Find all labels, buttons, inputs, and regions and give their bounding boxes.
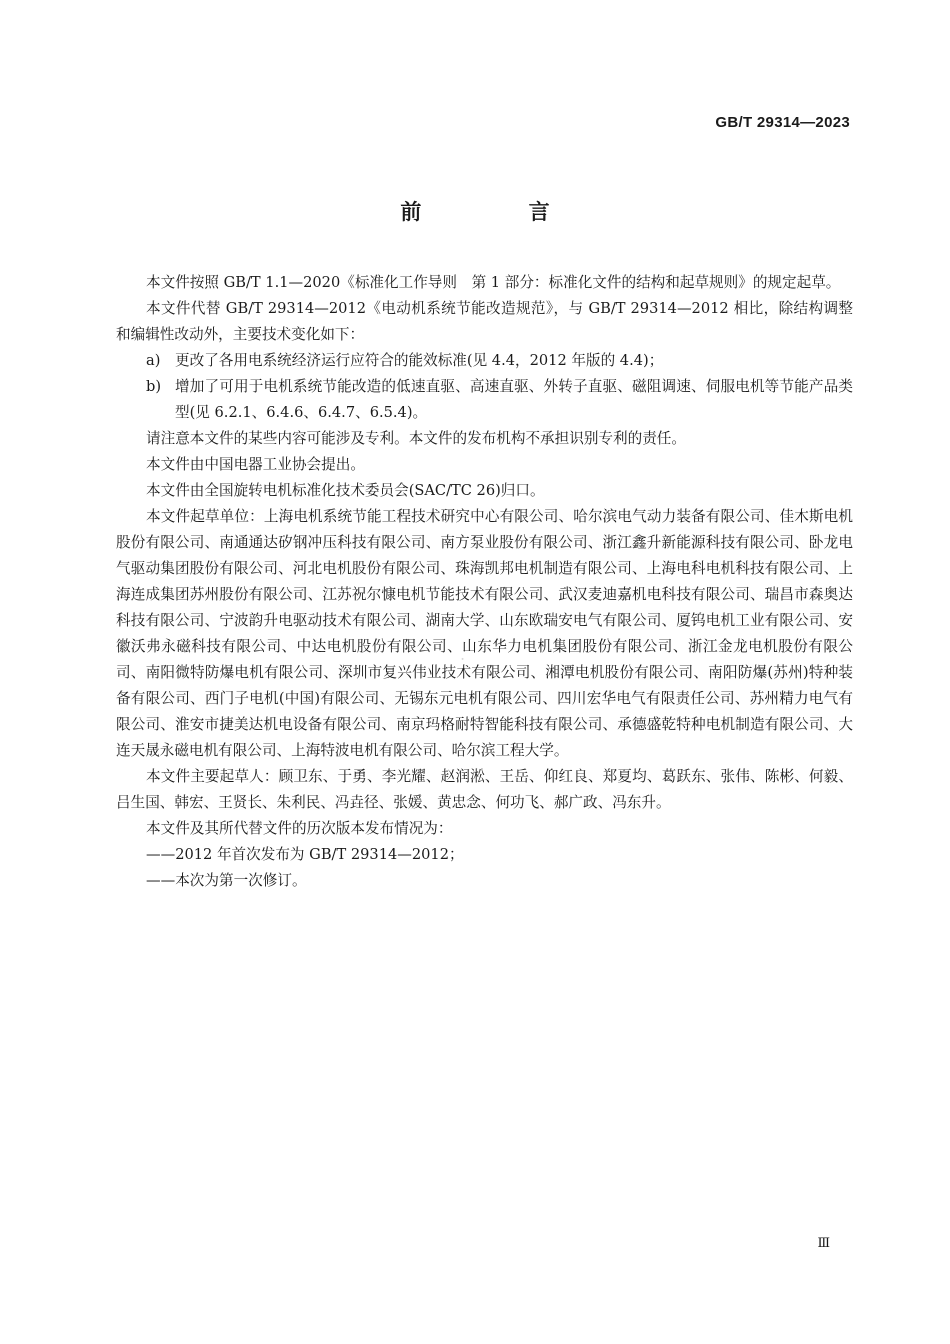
paragraph-history: 本文件及其所代替文件的历次版本发布情况为： [146, 820, 453, 837]
list-text-b: 增加了可用于电机系统节能改造的低速直驱、高速直驱、外转子直驱、磁阻调速、伺服电机等节能产品类型(见 6.2.1、6.4.6、6.4.7、6.5.4)。 [175, 378, 853, 421]
paragraph-replacement: 本文件代替 GB/T 29314—2012《电动机系统节能改造规范》，与 GB/T 29314—2012 相比，除结构调整和编辑性改动外，主要技术变化如下： [116, 300, 853, 343]
list-item-b [116, 374, 853, 426]
page-number: Ⅲ [817, 1236, 830, 1251]
page-title: 前 言 [400, 200, 600, 224]
list-marker-a: a) [146, 352, 161, 369]
paragraph-drafters: 本文件主要起草人：顾卫东、于勇、李光耀、赵润淞、王岳、仰红良、郑夏均、葛跃东、张伟、陈彬、何毅、吕生国、韩宏、王贤长、朱利民、冯垚径、张媛、黄忠念、何功飞、郝广政、冯东升。 [116, 768, 853, 811]
paragraph-drafting-rules: 本文件按照 GB/T 1.1—2020《标准化工作导则 第 1 部分：标准化文件的结构和起草规则》的规定起草。 [146, 274, 841, 291]
paragraph-proposer: 本文件由中国电器工业协会提出。 [146, 456, 365, 473]
paragraph-technical-committee: 本文件由全国旋转电机标准化技术委员会(SAC/TC 26)归口。 [146, 482, 545, 499]
history-item-current: ——本次为第一次修订。 [146, 872, 307, 889]
standard-number: GB/T 29314—2023 [715, 114, 850, 131]
paragraph-drafting-units: 本文件起草单位：上海电机系统节能工程技术研究中心有限公司、哈尔滨电气动力装备有限公司、佳木斯电机股份有限公司、南通通达矽钢冲压科技有限公司、南方泵业股份有限公司、浙江鑫升新能源科技有限公司、卧龙电气驱动集团股份有限公司、河北电机股份有限公司、珠海凯邦电机制造有限公司、上海电科电机科技有限公司、上海连成集团苏州股份有限公司、江苏祝尔慷电机节能技术有限公司、武汉麦迪嘉机电科技有限公司、瑞昌市森奥达科技有限公司、宁波韵升电驱动技术有限公司、湖南大学、山东欧瑞安电气有限公司、厦钨电机工业有限公司、安徽沃弗永磁科技有限公司、中达电机股份有限公司、山东华力电机集团股份有限公司、浙江金龙电机股份有限公司、南阳微特防爆电机有限公司、深圳市复兴伟业技术有限公司、湘潭电机股份有限公司、南阳防爆(苏州)特种装备有限公司、西门子电机(中国)有限公司、无锡东元电机有限公司、四川宏华电气有限责任公司、苏州精力电气有限公司、淮安市捷美达机电设备有限公司、南京玛格耐特智能科技有限公司、承德盛乾特种电机制造有限公司、大连天晟永磁电机有限公司、上海特波电机有限公司、哈尔滨工程大学。 [116, 508, 853, 759]
paragraph-patent-notice: 请注意本文件的某些内容可能涉及专利。本文件的发布机构不承担识别专利的责任。 [146, 430, 686, 447]
list-item-a [116, 348, 853, 374]
watermark: · [453, 652, 472, 666]
history-item-2012: ——2012 年首次发布为 GB/T 29314—2012； [146, 846, 464, 863]
list-text-a: 更改了各用电系统经济运行应符合的能效标准(见 4.4，2012 年版的 4.4)； [175, 352, 664, 369]
document-body [116, 270, 853, 894]
list-marker-b: b) [146, 378, 162, 395]
